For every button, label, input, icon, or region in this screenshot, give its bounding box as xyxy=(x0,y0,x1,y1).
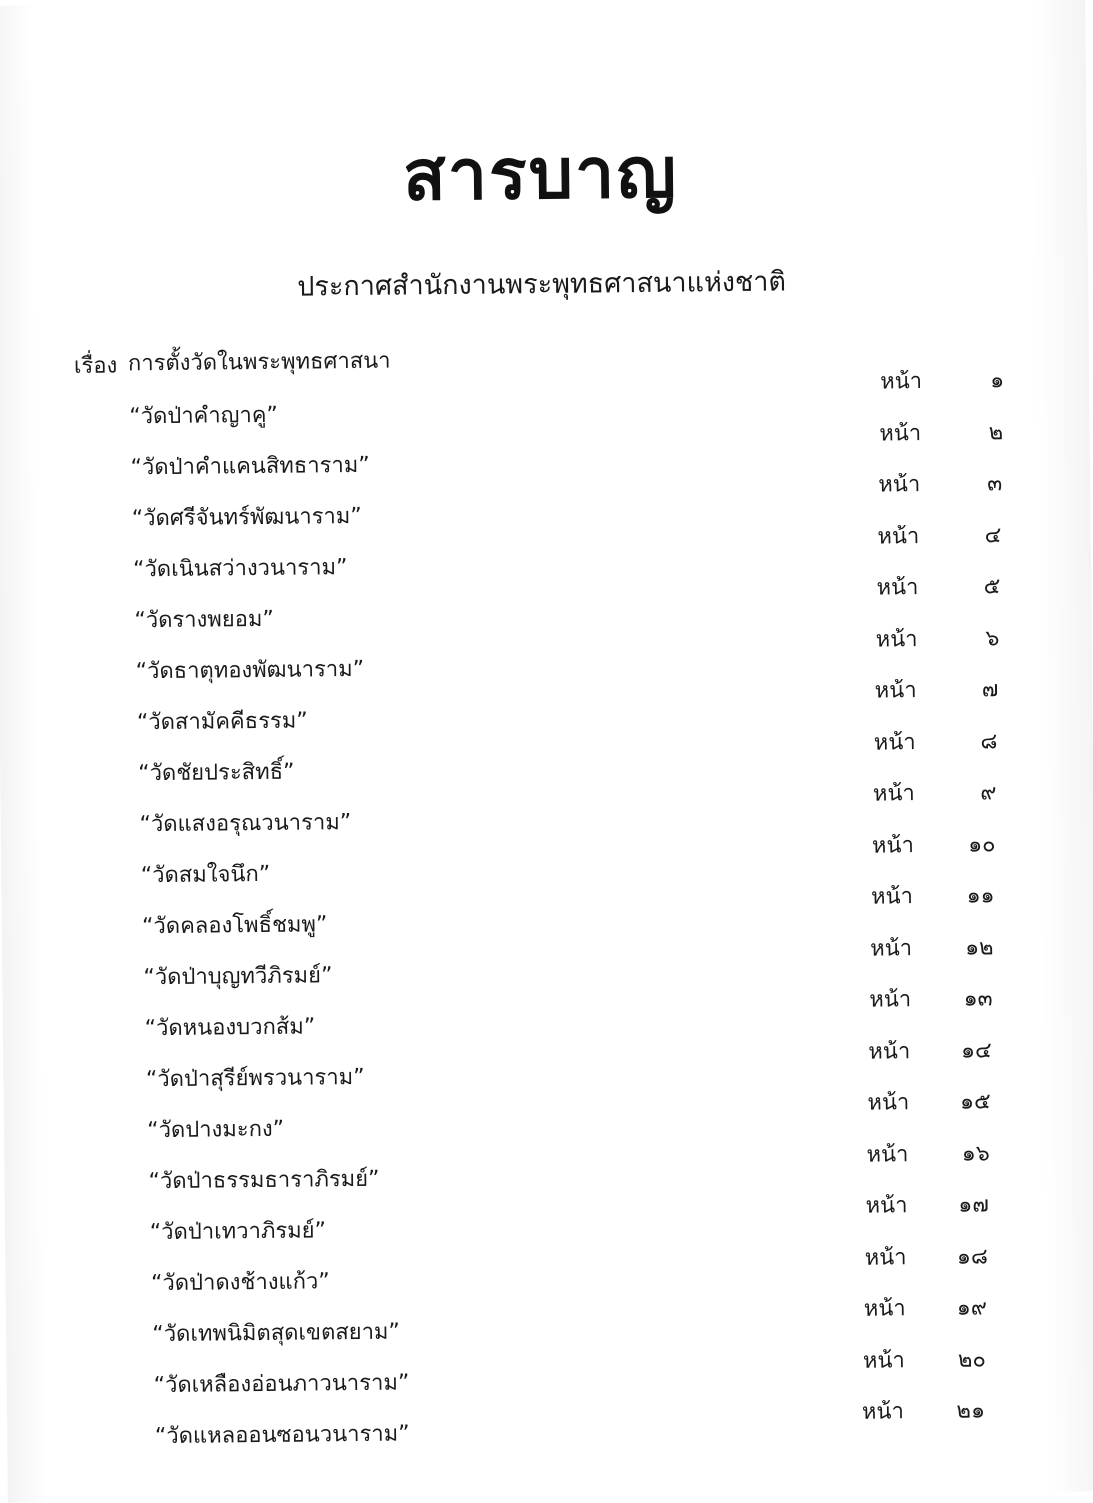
toc-entry-name: “วัดเนินสว่างวนาราม” xyxy=(132,555,348,583)
toc-page-number: ๗ xyxy=(981,677,999,703)
toc-page-word: หน้า xyxy=(862,1347,905,1374)
toc-entry-name: “วัดป่าบุญทวีภิรมย์” xyxy=(143,963,333,991)
toc-page-number: ๑๔ xyxy=(960,1037,992,1064)
toc-page-number: ๕ xyxy=(983,574,1001,600)
toc-page-number: ๘ xyxy=(980,728,998,754)
toc-page-word: หน้า xyxy=(868,1038,911,1065)
toc-entry-name: “วัดป่าธรรมธาราภิรมย์” xyxy=(148,1166,380,1195)
toc-page-word: หน้า xyxy=(876,575,919,601)
toc-page-number: ๔ xyxy=(984,522,1002,548)
toc-page-number: ๑๒ xyxy=(965,934,994,961)
toc-page-word: หน้า xyxy=(878,472,921,498)
toc-entry-name: “วัดเทพนิมิตสุดเขตสยาม” xyxy=(152,1319,401,1348)
toc-page-word: หน้า xyxy=(874,678,917,704)
topic-text: การตั้งวัดในพระพุทธศาสนา xyxy=(127,348,391,377)
toc-page-word: หน้า xyxy=(870,935,913,962)
toc-entry-name: “วัดปางมะกง” xyxy=(147,1116,285,1144)
page-subtitle: ประกาศสำนักงานพระพุทธศาสนาแห่งชาติ xyxy=(297,266,787,303)
toc-page-word: หน้า xyxy=(871,832,915,859)
toc-page-number: ๑๗ xyxy=(958,1192,989,1218)
toc-entry-name: “วัดสามัคคีธรรม” xyxy=(136,708,308,736)
toc-entry-name: “วัดหนองบวกส้ม” xyxy=(144,1014,316,1042)
toc-page-number: ๑๘ xyxy=(956,1243,988,1270)
toc-page-word: หน้า xyxy=(866,1141,909,1168)
toc-entry-name: “วัดแหลออนซอนวนาราม” xyxy=(154,1421,410,1450)
toc-entry-name: “วัดแสงอรุณวนาราม” xyxy=(139,810,352,838)
toc-entry-name: “วัดธาตุทองพัฒนาราม” xyxy=(135,656,365,685)
toc-entry-name: “วัดคลองโพธิ์ชมพู” xyxy=(141,912,328,940)
toc-entry-name: “วัดป่าสุรีย์พรวนาราม” xyxy=(145,1064,365,1093)
toc-page-number: ๑ xyxy=(990,368,1005,394)
toc-page-number: ๒๐ xyxy=(957,1346,987,1373)
toc-page-number: ๑๖ xyxy=(961,1140,990,1167)
toc-page-number: ๒ xyxy=(988,419,1004,445)
toc-page-word: หน้า xyxy=(873,729,916,756)
toc-page-word: หน้า xyxy=(875,626,918,653)
toc-page-number: ๓ xyxy=(987,471,1003,497)
toc-entry-name: “วัดป่าดงช้างแก้ว” xyxy=(150,1269,330,1297)
toc-page-number: ๖ xyxy=(985,625,1000,651)
toc-page-number: ๑๕ xyxy=(959,1089,991,1115)
toc-page-number: ๙ xyxy=(980,780,997,806)
toc-page-number: ๑๙ xyxy=(956,1295,988,1321)
toc-page-word: หน้า xyxy=(877,523,920,550)
toc-page-number: ๑๐ xyxy=(967,831,996,858)
toc-page-word: หน้า xyxy=(879,420,922,446)
toc-page-word: หน้า xyxy=(872,781,915,807)
toc-page-word: หน้า xyxy=(869,987,912,1013)
toc-entry-name: “วัดเหลืองอ่อนภาวนาราม” xyxy=(153,1370,410,1399)
toc-page-word: หน้า xyxy=(863,1296,906,1322)
toc-page-number: ๑๑ xyxy=(966,883,995,909)
toc-entry-name: “วัดชัยประสิทธิ์” xyxy=(138,759,295,787)
toc-entry-name: “วัดป่าคำญาคู” xyxy=(129,402,279,430)
toc-page-word: หน้า xyxy=(861,1399,905,1425)
toc-entry-name: “วัดรางพยอม” xyxy=(134,606,274,634)
toc-page-number: ๒๑ xyxy=(956,1398,986,1424)
toc-page-word: หน้า xyxy=(867,1090,910,1116)
topic-prefix: เรื่อง xyxy=(73,353,118,379)
toc-page-word: หน้า xyxy=(870,884,914,910)
toc-page-word: หน้า xyxy=(864,1244,907,1271)
toc-page-word: หน้า xyxy=(880,369,923,395)
toc-page-number: ๑๓ xyxy=(963,986,993,1012)
toc-entry-name: “วัดศรีจันทร์พัฒนาราม” xyxy=(131,503,362,532)
page-title: สารบาญ xyxy=(402,131,679,217)
toc-entry-name: “วัดป่าเทวาภิรมย์” xyxy=(149,1218,327,1246)
toc-entry-name: “วัดป่าคำแคนสิทธาราม” xyxy=(130,452,370,481)
toc-page-word: หน้า xyxy=(865,1193,908,1219)
toc-entry-name: “วัดสมใจนึก” xyxy=(140,861,271,889)
